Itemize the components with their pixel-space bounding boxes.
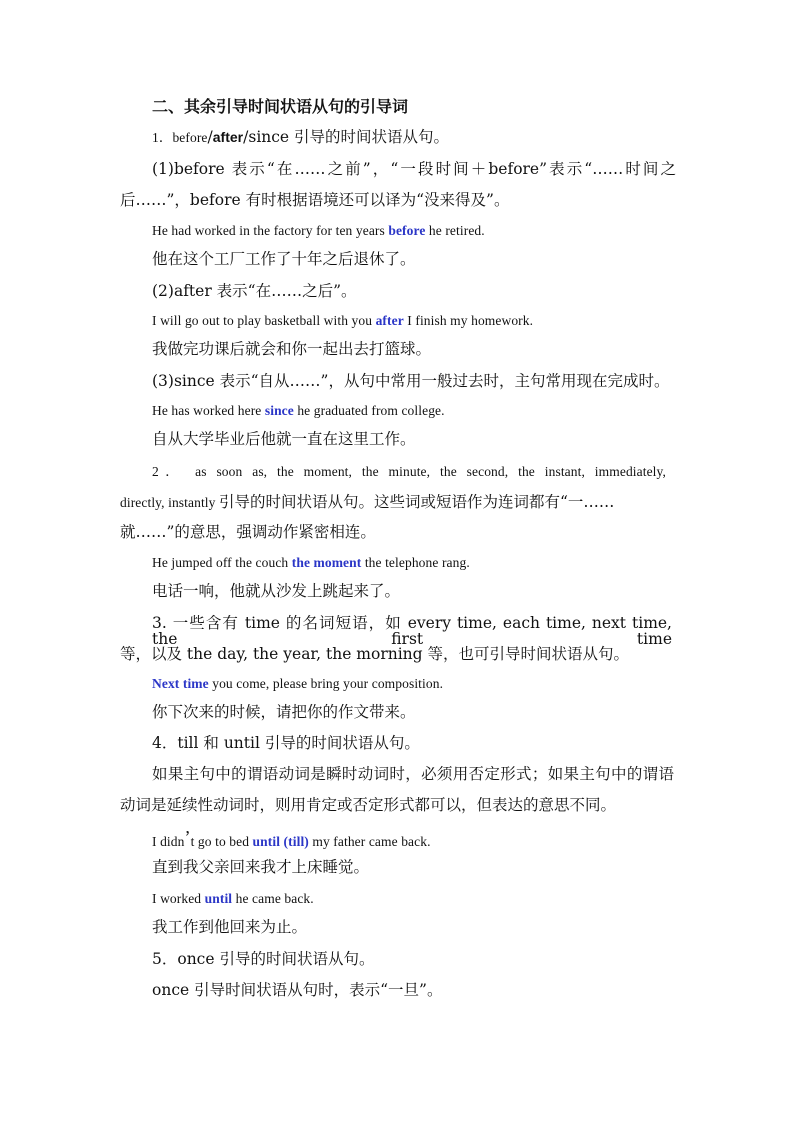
example-before-cn: 他在这个工厂工作了十年之后退休了。 bbox=[152, 250, 416, 268]
example-next-time-post: you come, please bring your composition. bbox=[208, 676, 444, 691]
item-1-slash-2: / bbox=[243, 128, 249, 146]
paragraph-once: once 引导时间状语从句时，表示“一旦”。 bbox=[152, 981, 443, 999]
example-after-post: I finish my homework. bbox=[403, 313, 534, 328]
item-2-line-2-cn: 引导的时间状语从句。这些词或短语作为连词都有“一…… bbox=[218, 493, 615, 511]
example-until-1-en bbox=[152, 827, 431, 849]
item-1-since-intro: since 引导的时间状语从句。 bbox=[248, 128, 450, 146]
example-before-pre: He had worked in the factory for ten years bbox=[152, 223, 389, 238]
example-next-time-keyword: Next time bbox=[152, 676, 209, 691]
example-until-2-keyword: until bbox=[204, 891, 233, 906]
item-2-line-2 bbox=[120, 494, 614, 511]
example-until-1-post: my father came back. bbox=[308, 834, 431, 849]
example-until-1-keyword: until bbox=[252, 834, 281, 849]
item-3-line-2: 等，以及 the day, the year, the morning 等，也可引导时间状语从句。 bbox=[120, 645, 630, 663]
section-heading: 二、其余引导时间状语从句的引导词 bbox=[152, 97, 409, 116]
paragraph-before-line-1: (1)before 表示“在……之前”，“一段时间＋before”表示“……时间之 bbox=[152, 160, 676, 178]
item-2-line-2-en: directly, instantly bbox=[120, 495, 219, 510]
item-4-heading: 4．till 和 until 引导的时间状语从句。 bbox=[152, 734, 420, 752]
example-since-pre: He has worked here bbox=[152, 403, 265, 418]
example-before-post: he retired. bbox=[425, 223, 485, 238]
example-before-en bbox=[152, 224, 485, 238]
item-2-line-1: 2． as soon as, the moment, the minute, the second, the instant, immediately, bbox=[152, 464, 666, 479]
example-moment-keyword: the moment bbox=[291, 555, 362, 570]
item-1-slash-1: / bbox=[207, 128, 213, 146]
example-after-keyword: after bbox=[375, 313, 404, 328]
example-until-2-en bbox=[152, 892, 314, 906]
example-until-1-pre-2: t go to bed bbox=[190, 834, 253, 849]
example-after-cn: 我做完功课后就会和你一起出去打篮球。 bbox=[152, 340, 432, 358]
example-since-post: he graduated from college. bbox=[293, 403, 445, 418]
example-after-pre: I will go out to play basketball with you bbox=[152, 313, 376, 328]
example-since-keyword: since bbox=[264, 403, 294, 418]
item-2-line-3: 就……”的意思，强调动作紧密相连。 bbox=[120, 523, 376, 541]
example-moment-cn: 电话一响，他就从沙发上跳起来了。 bbox=[152, 582, 401, 600]
paragraph-till-until-line-1: 如果主句中的谓语动词是瞬时动词时，必须用否定形式；如果主句中的谓语 bbox=[152, 765, 674, 783]
example-until-1-apostrophe: ’ bbox=[184, 827, 191, 847]
example-since-cn: 自从大学毕业后他就一直在这里工作。 bbox=[152, 430, 416, 448]
example-before-keyword: before bbox=[388, 223, 426, 238]
example-until-2-pre: I worked bbox=[152, 891, 205, 906]
paragraph-till-until-line-2: 动词是延续性动词时，则用肯定或否定形式都可以，但表达的意思不同。 bbox=[120, 796, 617, 814]
example-next-time-en bbox=[152, 677, 443, 691]
item-5-heading: 5．once 引导的时间状语从句。 bbox=[152, 950, 375, 968]
example-moment-pre: He jumped off the couch bbox=[152, 555, 292, 570]
example-after-en bbox=[152, 314, 533, 328]
item-1-heading bbox=[152, 130, 449, 146]
item-1-number: 1．before bbox=[152, 130, 208, 145]
item-1-after: after bbox=[212, 129, 244, 145]
example-next-time-cn: 你下次来的时候，请把你的作文带来。 bbox=[152, 703, 416, 721]
example-until-2-cn: 我工作到他回来为止。 bbox=[152, 918, 308, 936]
example-until-2-post: he came back. bbox=[232, 891, 314, 906]
example-moment-en bbox=[152, 556, 470, 570]
example-until-1-keyword-till: (till) bbox=[283, 834, 309, 849]
item-3-line-1: 3. 一些含有 time 的名词短语，如 every time, each time, next time, the first time bbox=[152, 614, 672, 648]
paragraph-before-line-2: 后……”，before 有时根据语境还可以译为“没来得及”。 bbox=[120, 191, 510, 209]
paragraph-since: (3)since 表示“自从……”，从句中常用一般过去时，主句常用现在完成时。 bbox=[152, 372, 670, 390]
example-since-en bbox=[152, 404, 445, 418]
example-moment-post: the telephone rang. bbox=[361, 555, 470, 570]
example-until-1-pre-1: I didn bbox=[152, 834, 185, 849]
paragraph-after: (2)after 表示“在……之后”。 bbox=[152, 282, 357, 300]
example-until-1-cn: 直到我父亲回来我才上床睡觉。 bbox=[152, 858, 370, 876]
